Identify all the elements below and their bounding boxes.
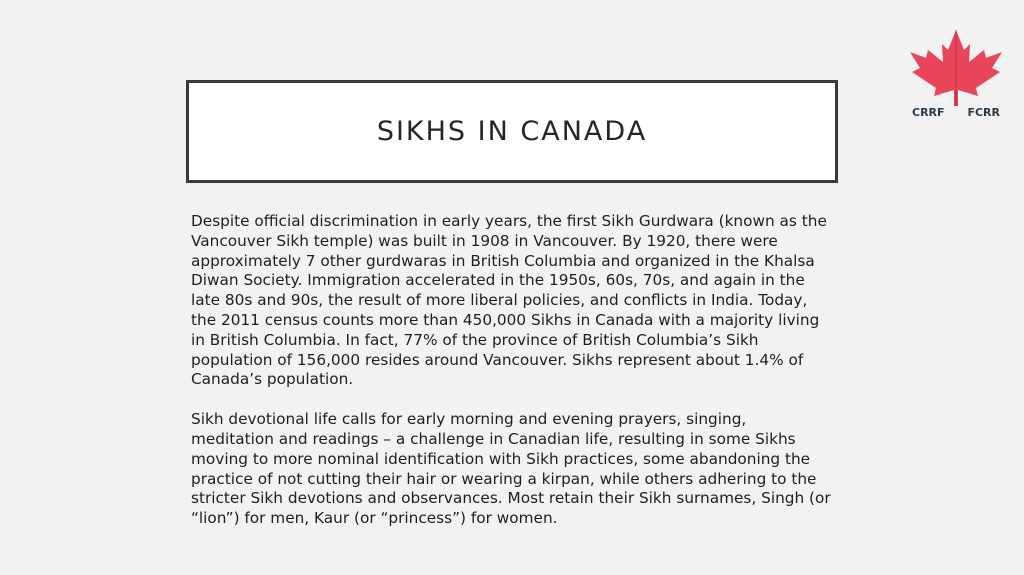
body-text bbox=[191, 212, 831, 529]
logo-left-text: CRRF bbox=[912, 106, 945, 119]
title-box bbox=[186, 80, 838, 183]
maple-leaf-icon bbox=[906, 28, 1006, 108]
page-title: SIKHS IN CANADA bbox=[376, 116, 648, 147]
paragraph-history: Despite official discrimination in early years, the first Sikh Gurdwara (known as the Vancouver Sikh temple) was built in 1908 in Vancouver. By 1920, there were approximately 7 other gurdwaras in British Columbia and organized in the Khalsa Diwan Society. Immigration accelerated in the 1950s, 60s, 70s, and again in the late 80s and 90s, the result of more liberal policies, and conflicts in India. Today, the 2011 census counts more than 450,000 Sikhs in Canada with a majority living in British Columbia. In fact, 77% of the province of British Columbia’s Sikh population of 156,000 resides around Vancouver. Sikhs represent about 1.4% of Canada’s population. bbox=[191, 212, 827, 389]
logo-right-text: FCRR bbox=[967, 106, 1000, 119]
paragraph-devotional-life: Sikh devotional life calls for early morning and evening prayers, singing, meditation and readings – a challenge in Canadian life, resulting in some Sikhs moving to more nominal identification with Sikh practices, some abandoning the practice of not cutting their hair or wearing a kirpan, while others adhering to the stricter Sikh devotions and observances. Most retain their Sikh surnames, Singh (or “lion”) for men, Kaur (or “princess”) for women. bbox=[191, 410, 831, 528]
crrf-fcrr-logo bbox=[906, 28, 1006, 124]
